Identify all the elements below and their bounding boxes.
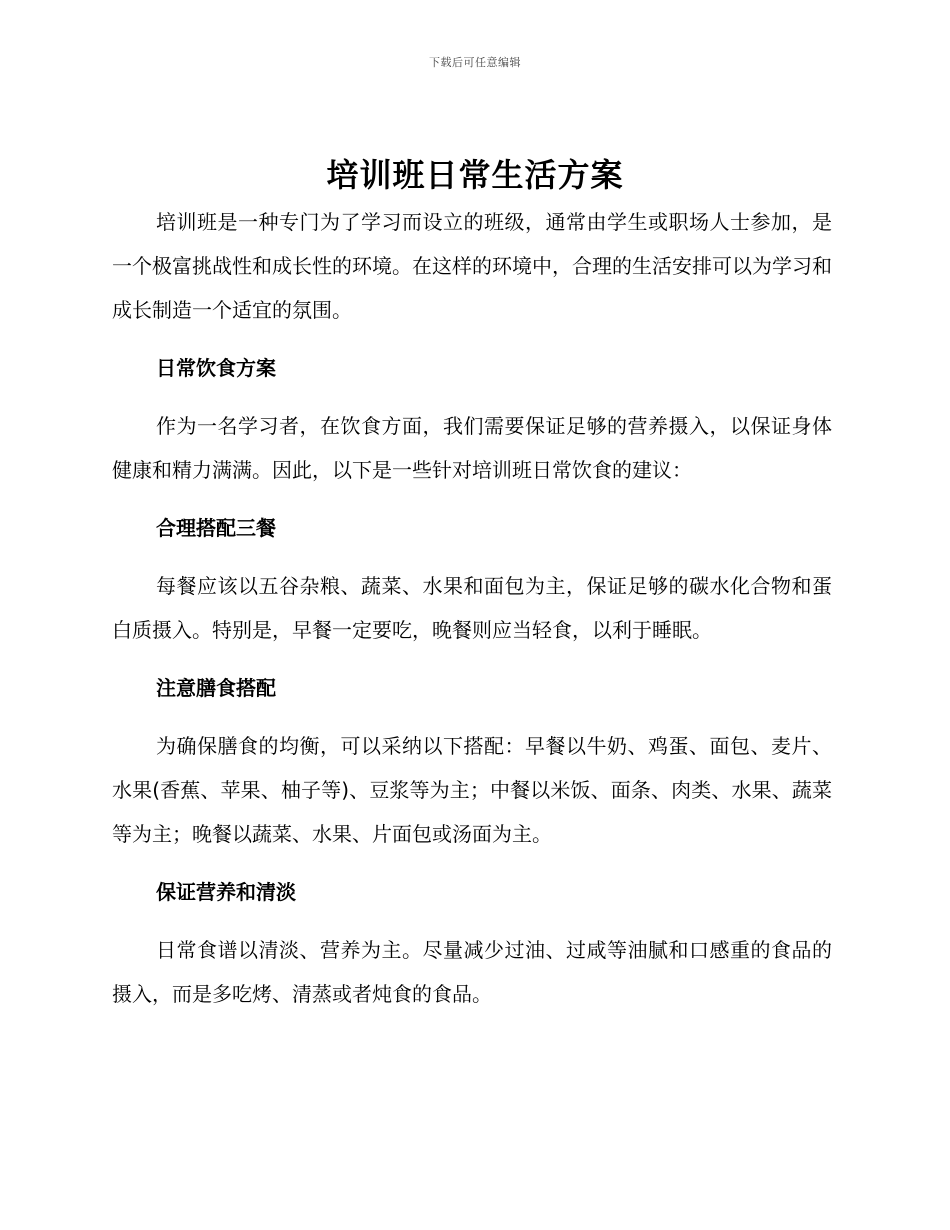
meal-combination-paragraph: 为确保膳食的均衡，可以采纳以下搭配：早餐以牛奶、鸡蛋、面包、麦片、水果(香蕉、苹果、柚子等)、豆浆等为主；中餐以米饭、面条、肉类、水果、蔬菜等为主；晚餐以蔬菜、水果、片面包或汤面为主。	[112, 734, 832, 846]
intro-paragraph: 培训班是一种专门为了学习而设立的班级，通常由学生或职场人士参加，是一个极富挑战性和成长性的环境。在这样的环境中，合理的生活安排可以为学习和成长制造一个适宜的氛围。	[112, 210, 832, 322]
section-heading-three-meals: 合理搭配三餐	[156, 516, 276, 540]
header-note: 下载后可任意编辑	[429, 56, 521, 69]
section-heading-nutrition-light: 保证营养和清淡	[156, 880, 296, 904]
diet-plan-paragraph: 作为一名学习者，在饮食方面，我们需要保证足够的营养摄入，以保证身体健康和精力满满。因此，以下是一些针对培训班日常饮食的建议：	[112, 414, 832, 482]
section-heading-diet-plan: 日常饮食方案	[156, 356, 276, 380]
document-title: 培训班日常生活方案	[326, 156, 624, 194]
nutrition-light-paragraph: 日常食谱以清淡、营养为主。尽量减少过油、过咸等油腻和口感重的食品的摄入，而是多吃烤、清蒸或者炖食的食品。	[112, 938, 832, 1006]
document-body	[112, 200, 832, 1016]
section-heading-meal-combination: 注意膳食搭配	[156, 676, 276, 700]
three-meals-paragraph: 每餐应该以五谷杂粮、蔬菜、水果和面包为主，保证足够的碳水化合物和蛋白质摄入。特别是，早餐一定要吃，晚餐则应当轻食，以利于睡眠。	[112, 574, 832, 642]
